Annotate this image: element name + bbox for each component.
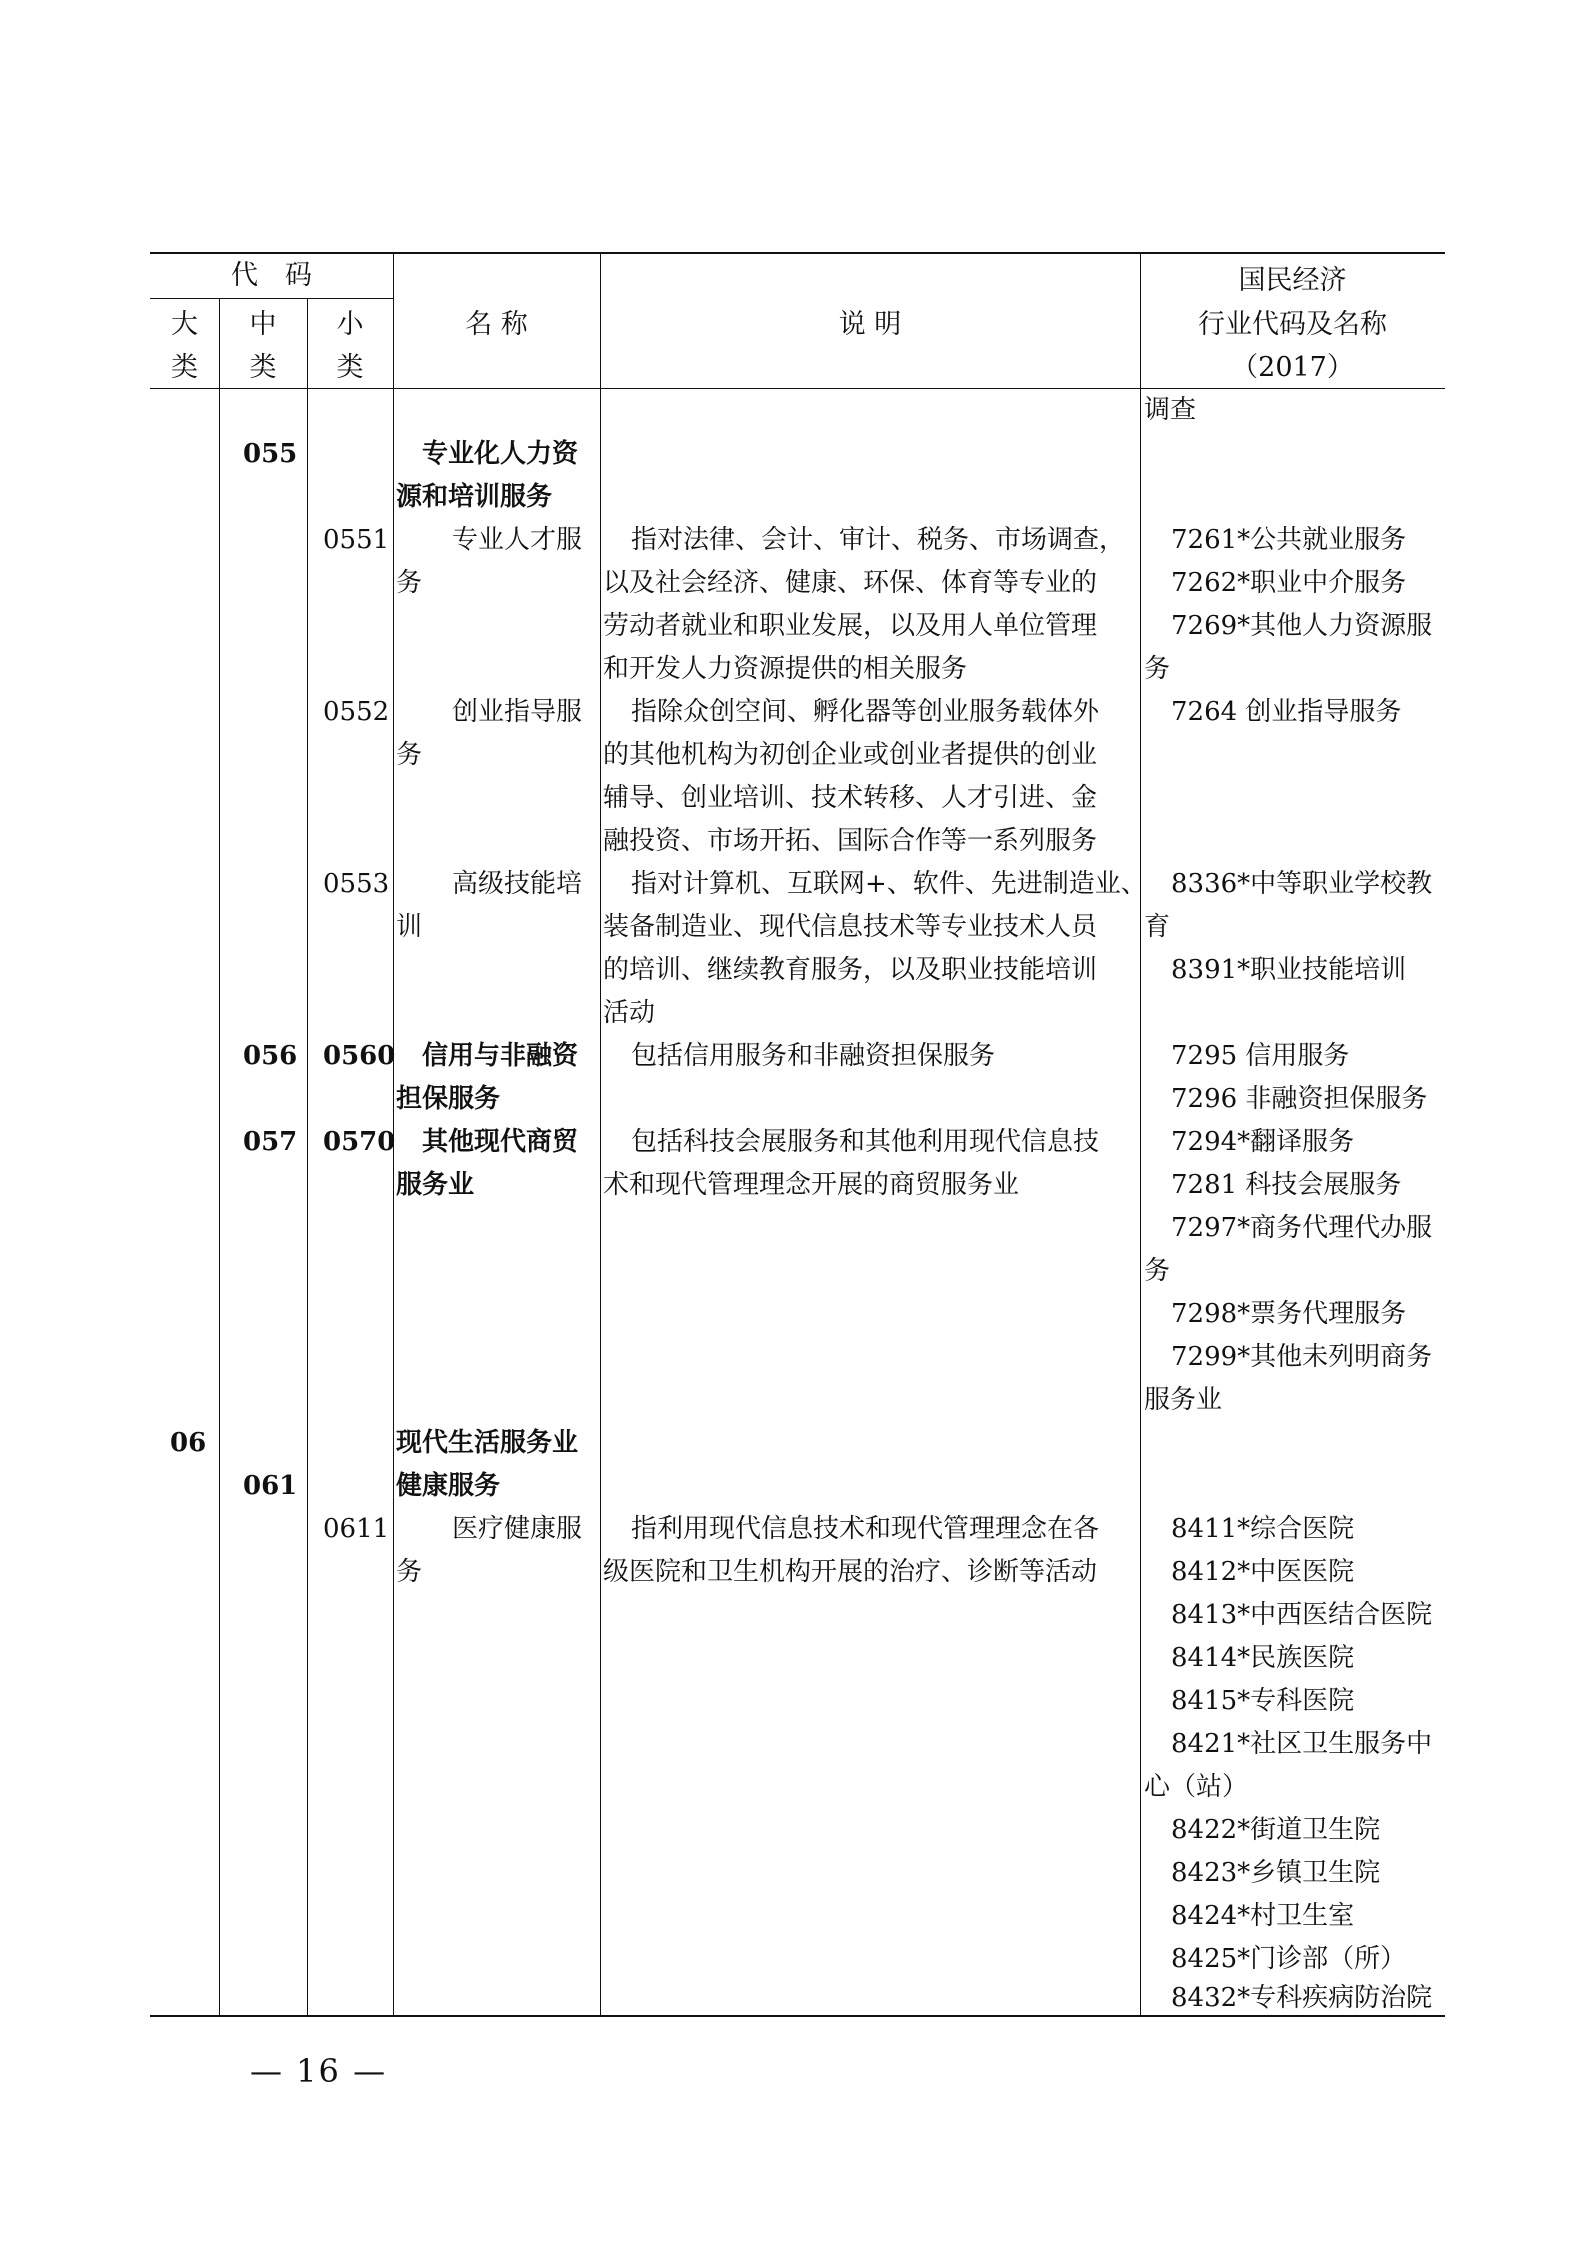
gm-line: 7264 创业指导服务 bbox=[1171, 697, 1402, 727]
desc-line: 指对法律、会计、审计、税务、市场调查， bbox=[631, 525, 1126, 555]
gm-line: 8421*社区卫生服务中 bbox=[1171, 1729, 1433, 1759]
name-line: 信用与非融资 bbox=[422, 1041, 579, 1071]
da-code: 06 bbox=[170, 1428, 207, 1458]
name-line: 创业指导服 bbox=[452, 697, 583, 727]
gm-line: 8415*专科医院 bbox=[1171, 1686, 1355, 1716]
gm-line: 心（站） bbox=[1144, 1772, 1249, 1802]
header-zhong-2: 类 bbox=[249, 352, 277, 383]
page-number: — 16 — bbox=[250, 2052, 388, 2090]
gm-line: 服务业 bbox=[1144, 1385, 1223, 1415]
header-xiao-1: 小 bbox=[336, 309, 364, 340]
desc-line: 装备制造业、现代信息技术等专业技术人员 bbox=[603, 912, 1098, 942]
gm-line: 8423*乡镇卫生院 bbox=[1171, 1858, 1381, 1888]
gm-line: 7295 信用服务 bbox=[1171, 1041, 1350, 1071]
desc-line: 指利用现代信息技术和现代管理理念在各 bbox=[631, 1514, 1100, 1544]
name-line: 专业化人力资 bbox=[422, 439, 579, 469]
name-line: 专业人才服 bbox=[452, 525, 583, 555]
header-gm-1: 国民经济 bbox=[1238, 265, 1347, 296]
name-line: 现代生活服务业 bbox=[396, 1428, 579, 1458]
desc-line: 劳动者就业和职业发展，以及用人单位管理 bbox=[603, 611, 1098, 641]
desc-line: 术和现代管理理念开展的商贸服务业 bbox=[603, 1170, 1020, 1200]
gm-line: 7297*商务代理代办服 bbox=[1171, 1213, 1433, 1243]
desc-line: 和开发人力资源提供的相关服务 bbox=[603, 654, 968, 684]
name-line: 服务业 bbox=[396, 1170, 475, 1200]
gm-line: 8414*民族医院 bbox=[1171, 1643, 1355, 1673]
gm-line: 8412*中医医院 bbox=[1171, 1557, 1355, 1587]
name-line: 健康服务 bbox=[396, 1471, 501, 1501]
desc-line: 活动 bbox=[603, 998, 656, 1028]
desc-line: 包括信用服务和非融资担保服务 bbox=[631, 1041, 996, 1071]
gm-line: 务 bbox=[1144, 654, 1171, 684]
name-line: 源和培训服务 bbox=[396, 482, 553, 512]
gm-line: 8432*专科疾病防治院 bbox=[1171, 1983, 1433, 2013]
xiao-code: 0570 bbox=[323, 1127, 396, 1157]
gm-line: 务 bbox=[1144, 1256, 1171, 1286]
desc-line: 的其他机构为初创企业或创业者提供的创业 bbox=[603, 740, 1098, 770]
gm-line: 8422*街道卫生院 bbox=[1171, 1815, 1381, 1845]
name-line: 训 bbox=[396, 912, 423, 942]
xiao-code: 0553 bbox=[323, 869, 390, 899]
desc-line: 指对计算机、互联网+、软件、先进制造业、 bbox=[631, 869, 1147, 899]
gm-line: 8413*中西医结合医院 bbox=[1171, 1600, 1433, 1630]
gm-line: 7262*职业中介服务 bbox=[1171, 568, 1407, 598]
xiao-code: 0560 bbox=[323, 1041, 396, 1071]
desc-line: 的培训、继续教育服务，以及职业技能培训 bbox=[603, 955, 1098, 985]
gm-line: 育 bbox=[1144, 912, 1171, 942]
gm-line: 7298*票务代理服务 bbox=[1171, 1299, 1407, 1329]
gm-line: 7269*其他人力资源服 bbox=[1171, 611, 1433, 641]
header-gm-2: 行业代码及名称 bbox=[1198, 309, 1387, 340]
desc-line: 融投资、市场开拓、国际合作等一系列服务 bbox=[603, 826, 1098, 856]
code-header-divider bbox=[150, 298, 393, 299]
gm-line: 8411*综合医院 bbox=[1171, 1514, 1355, 1544]
desc-line: 辅导、创业培训、技术转移、人才引进、金 bbox=[603, 783, 1098, 813]
header-name: 名 称 bbox=[465, 309, 528, 340]
gm-line: 7299*其他未列明商务 bbox=[1171, 1342, 1433, 1372]
name-line: 其他现代商贸 bbox=[422, 1127, 579, 1157]
desc-line: 包括科技会展服务和其他利用现代信息技 bbox=[631, 1127, 1100, 1157]
col-divider-1 bbox=[219, 298, 220, 2015]
name-line: 务 bbox=[396, 740, 423, 770]
name-line: 担保服务 bbox=[396, 1084, 501, 1114]
gm-line: 7296 非融资担保服务 bbox=[1171, 1084, 1428, 1114]
xiao-code: 0551 bbox=[323, 525, 390, 555]
gm-line: 调查 bbox=[1144, 395, 1197, 425]
xiao-code: 0552 bbox=[323, 697, 390, 727]
gm-line: 8336*中等职业学校教 bbox=[1171, 869, 1433, 899]
gm-line: 8424*村卫生室 bbox=[1171, 1901, 1355, 1931]
gm-line: 7281 科技会展服务 bbox=[1171, 1170, 1402, 1200]
header-gm-3: （2017） bbox=[1231, 352, 1354, 383]
gm-line: 7261*公共就业服务 bbox=[1171, 525, 1407, 555]
header-xiao-2: 类 bbox=[336, 352, 364, 383]
zhong-code: 055 bbox=[243, 439, 298, 469]
col-divider-4 bbox=[600, 252, 601, 2015]
header-da-2: 类 bbox=[171, 352, 198, 383]
header-zhong-1: 中 bbox=[249, 309, 277, 340]
xiao-code: 0611 bbox=[323, 1514, 390, 1544]
desc-line: 级医院和卫生机构开展的治疗、诊断等活动 bbox=[603, 1557, 1098, 1587]
name-line: 务 bbox=[396, 1557, 423, 1587]
zhong-code: 061 bbox=[243, 1471, 298, 1501]
col-divider-5 bbox=[1140, 252, 1141, 2015]
header-desc: 说 明 bbox=[838, 309, 902, 340]
gm-line: 8391*职业技能培训 bbox=[1171, 955, 1407, 985]
desc-line: 以及社会经济、健康、环保、体育等专业的 bbox=[603, 568, 1098, 598]
name-line: 务 bbox=[396, 568, 423, 598]
header-da-1: 大 bbox=[171, 309, 198, 340]
table-bottom-rule bbox=[150, 2015, 1445, 2017]
header-code: 代 码 bbox=[231, 260, 312, 291]
zhong-code: 057 bbox=[243, 1127, 298, 1157]
name-line: 高级技能培 bbox=[452, 869, 583, 899]
name-line: 医疗健康服 bbox=[452, 1514, 583, 1544]
desc-line: 指除众创空间、孵化器等创业服务载体外 bbox=[631, 697, 1100, 727]
gm-line: 8425*门诊部（所） bbox=[1171, 1944, 1407, 1974]
zhong-code: 056 bbox=[243, 1041, 298, 1071]
gm-line: 7294*翻译服务 bbox=[1171, 1127, 1355, 1157]
col-divider-2 bbox=[307, 298, 308, 2015]
